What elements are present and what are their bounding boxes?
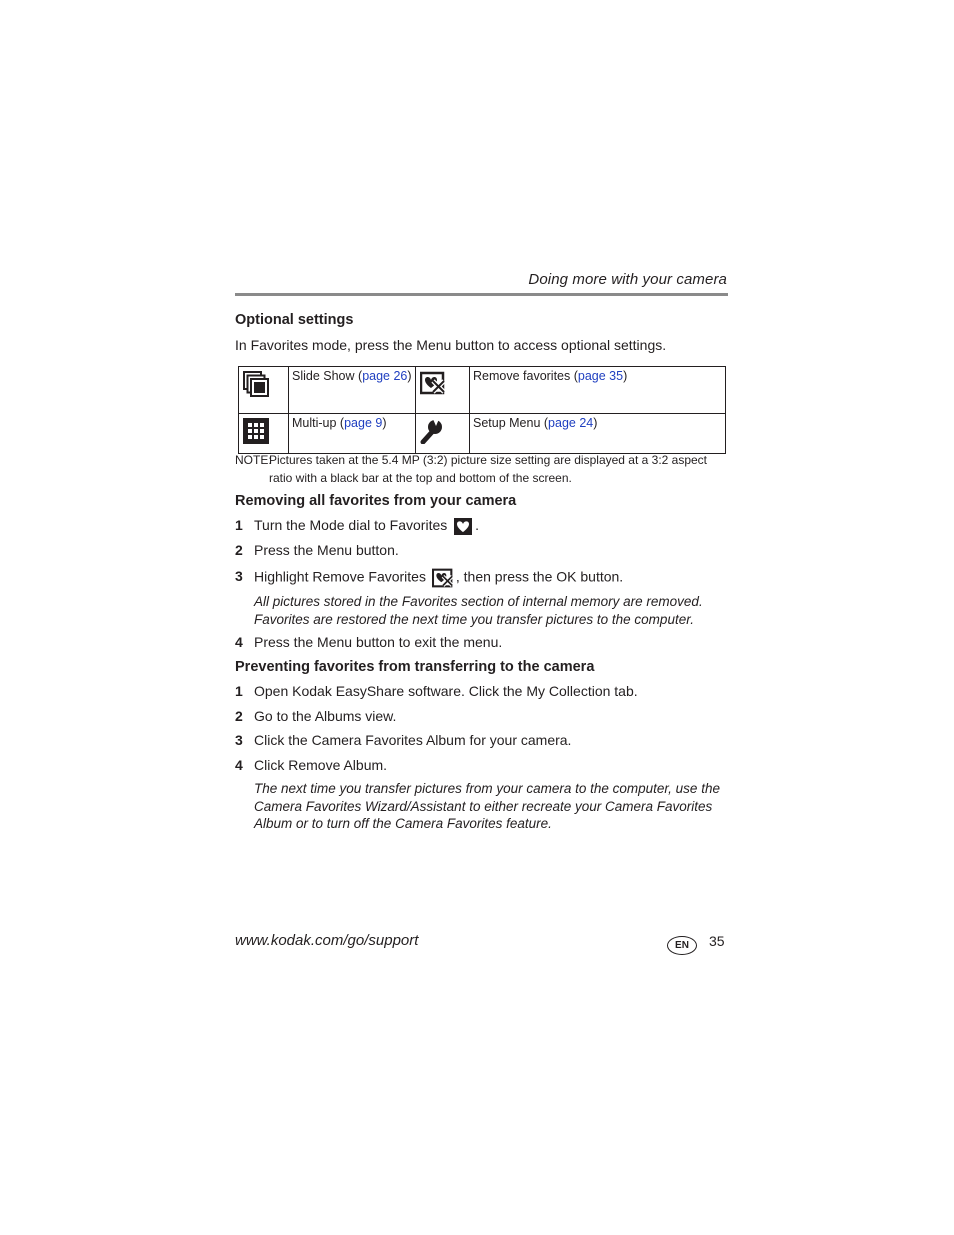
step-number: 1 xyxy=(235,683,243,699)
slide-show-page-link[interactable]: page 26 xyxy=(362,369,408,383)
optional-settings-intro: In Favorites mode, press the Menu button to access optional settings. xyxy=(235,337,667,353)
multiup-icon xyxy=(243,418,269,444)
paren-close: ) xyxy=(382,416,387,430)
step-text: Highlight Remove Favorites xyxy=(254,568,426,585)
section-title-preventing-favorites: Preventing favorites from transferring to the camera xyxy=(235,659,595,675)
paren-close: ) xyxy=(623,369,628,383)
table-cell xyxy=(239,414,289,454)
step-text: Turn the Mode dial to Favorites xyxy=(254,517,448,534)
multi-up-label: Multi-up ( xyxy=(292,416,345,430)
step-text: Open Kodak EasyShare software. Click the My Collection tab. xyxy=(254,683,638,699)
table-cell xyxy=(289,414,416,454)
step-text: Click Remove Album. xyxy=(254,757,388,773)
note-label: NOTE: xyxy=(235,453,272,467)
step-number: 2 xyxy=(235,708,243,724)
step-number: 4 xyxy=(235,757,243,773)
multi-up-page-link[interactable]: page 9 xyxy=(344,416,383,430)
footer-url[interactable]: www.kodak.com/go/support xyxy=(235,932,419,949)
page-number: 35 xyxy=(709,933,725,949)
step-text: Click the Camera Favorites Album for your camera. xyxy=(254,732,572,748)
step-text: Press the Menu button. xyxy=(254,542,399,558)
preventing-result-text: The next time you transfer pictures from your camera to the computer, use the Camera Favorites Wizard/Assistant to either recreate your Camera Favorites Album or to turn off the Camera Favorites feature. xyxy=(254,781,720,831)
language-badge: EN xyxy=(667,936,697,955)
setup-menu-label: Setup Menu ( xyxy=(473,416,549,430)
step-text-after: , then press the OK button. xyxy=(455,568,624,585)
table-cell xyxy=(416,367,470,414)
note xyxy=(235,451,727,487)
setup-wrench-icon xyxy=(420,418,444,444)
step-number: 3 xyxy=(235,732,243,748)
step-text: Press the Menu button to exit the menu. xyxy=(254,634,503,650)
step-text: Go to the Albums view. xyxy=(254,708,397,724)
remove-favorites-icon xyxy=(420,371,446,395)
running-header: Doing more with your camera xyxy=(528,271,727,288)
note-text: Pictures taken at the 5.4 MP (3:2) picture size setting are displayed at a 3:2 aspect ratio with a black bar at the top and bottom of the screen. xyxy=(269,453,708,485)
section-title-optional-settings: Optional settings xyxy=(235,312,354,328)
remove-favorites-label: Remove favorites ( xyxy=(473,369,578,383)
setup-menu-page-link[interactable]: page 24 xyxy=(548,416,594,430)
table-cell xyxy=(416,414,470,454)
header-rule xyxy=(235,293,728,296)
paren-close: ) xyxy=(593,416,598,430)
step-number: 2 xyxy=(235,542,243,558)
table-cell xyxy=(239,367,289,414)
step-number: 3 xyxy=(235,568,243,584)
slide-show-label: Slide Show ( xyxy=(292,369,363,383)
paren-close: ) xyxy=(407,369,412,383)
step-number: 1 xyxy=(235,517,243,533)
slideshow-icon xyxy=(243,371,269,397)
favorites-heart-icon xyxy=(453,517,473,536)
remove-favorites-page-link[interactable]: page 35 xyxy=(577,369,624,383)
optional-settings-table xyxy=(238,366,726,454)
table-row xyxy=(239,367,726,414)
step-text-after: . xyxy=(475,517,480,534)
step-number: 4 xyxy=(235,634,243,650)
table-cell xyxy=(470,414,726,454)
table-row xyxy=(239,414,726,454)
removing-result-text: All pictures stored in the Favorites section of internal memory are removed. Favorites are restored the next time you transfer pictures to the computer. xyxy=(254,594,703,627)
remove-favorites-icon xyxy=(432,568,454,588)
table-cell xyxy=(470,367,726,414)
table-cell xyxy=(289,367,416,414)
section-title-removing-favorites: Removing all favorites from your camera xyxy=(235,493,517,509)
